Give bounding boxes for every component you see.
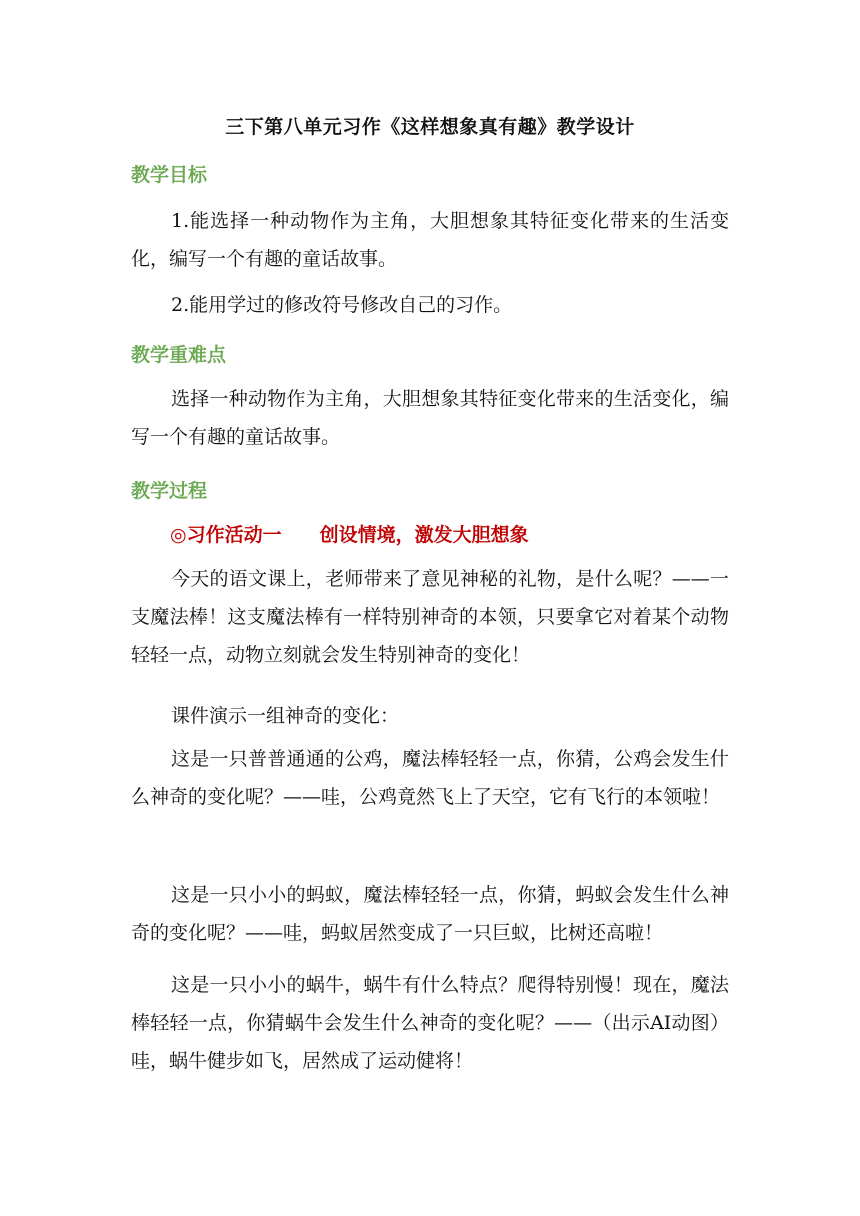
process-paragraph-3: 这是一只普普通通的公鸡，魔法棒轻轻一点，你猜，公鸡会发生什么神奇的变化呢？——哇，公鸡竟然飞上了天空，它有飞行的本领啦！ bbox=[131, 748, 729, 808]
process-paragraph-1: 今天的语文课上，老师带来了意见神秘的礼物，是什么呢？——一支魔法棒！这支魔法棒有一样特别神奇的本领，只要拿它对着某个动物轻轻一点，动物立刻就会发生特别神奇的变化！ bbox=[131, 568, 729, 666]
process-paragraph-4: 这是一只小小的蚂蚁，魔法棒轻轻一点，你猜，蚂蚁会发生什么神奇的变化呢？——哇，蚂蚁居然变成了一只巨蚁，比树还高啦！ bbox=[131, 884, 729, 944]
process-paragraph-2: 课件演示一组神奇的变化： bbox=[171, 705, 400, 727]
goal-item-2: 2.能用学过的修改符号修改自己的习作。 bbox=[171, 294, 513, 316]
heading-key-points: 教学重难点 bbox=[131, 344, 227, 366]
document-title: 三下第八单元习作《这样想象真有趣》教学设计 bbox=[225, 116, 635, 138]
key-points-text: 选择一种动物作为主角，大胆想象其特征变化带来的生活变化，编写一个有趣的童话故事。 bbox=[131, 388, 729, 448]
heading-teaching-process: 教学过程 bbox=[131, 480, 208, 502]
goal-item-1: 1.能选择一种动物作为主角，大胆想象其特征变化带来的生活变化，编写一个有趣的童话故事。 bbox=[131, 210, 729, 270]
process-paragraph-5: 这是一只小小的蜗牛，蜗牛有什么特点？爬得特别慢！现在，魔法棒轻轻一点，你猜蜗牛会发生什么神奇的变化呢？——（出示AI动图）哇，蜗牛健步如飞，居然成了运动健将！ bbox=[131, 974, 729, 1072]
activity-one-title: ◎习作活动一 创设情境，激发大胆想象 bbox=[170, 524, 529, 546]
heading-teaching-goals: 教学目标 bbox=[131, 164, 208, 186]
